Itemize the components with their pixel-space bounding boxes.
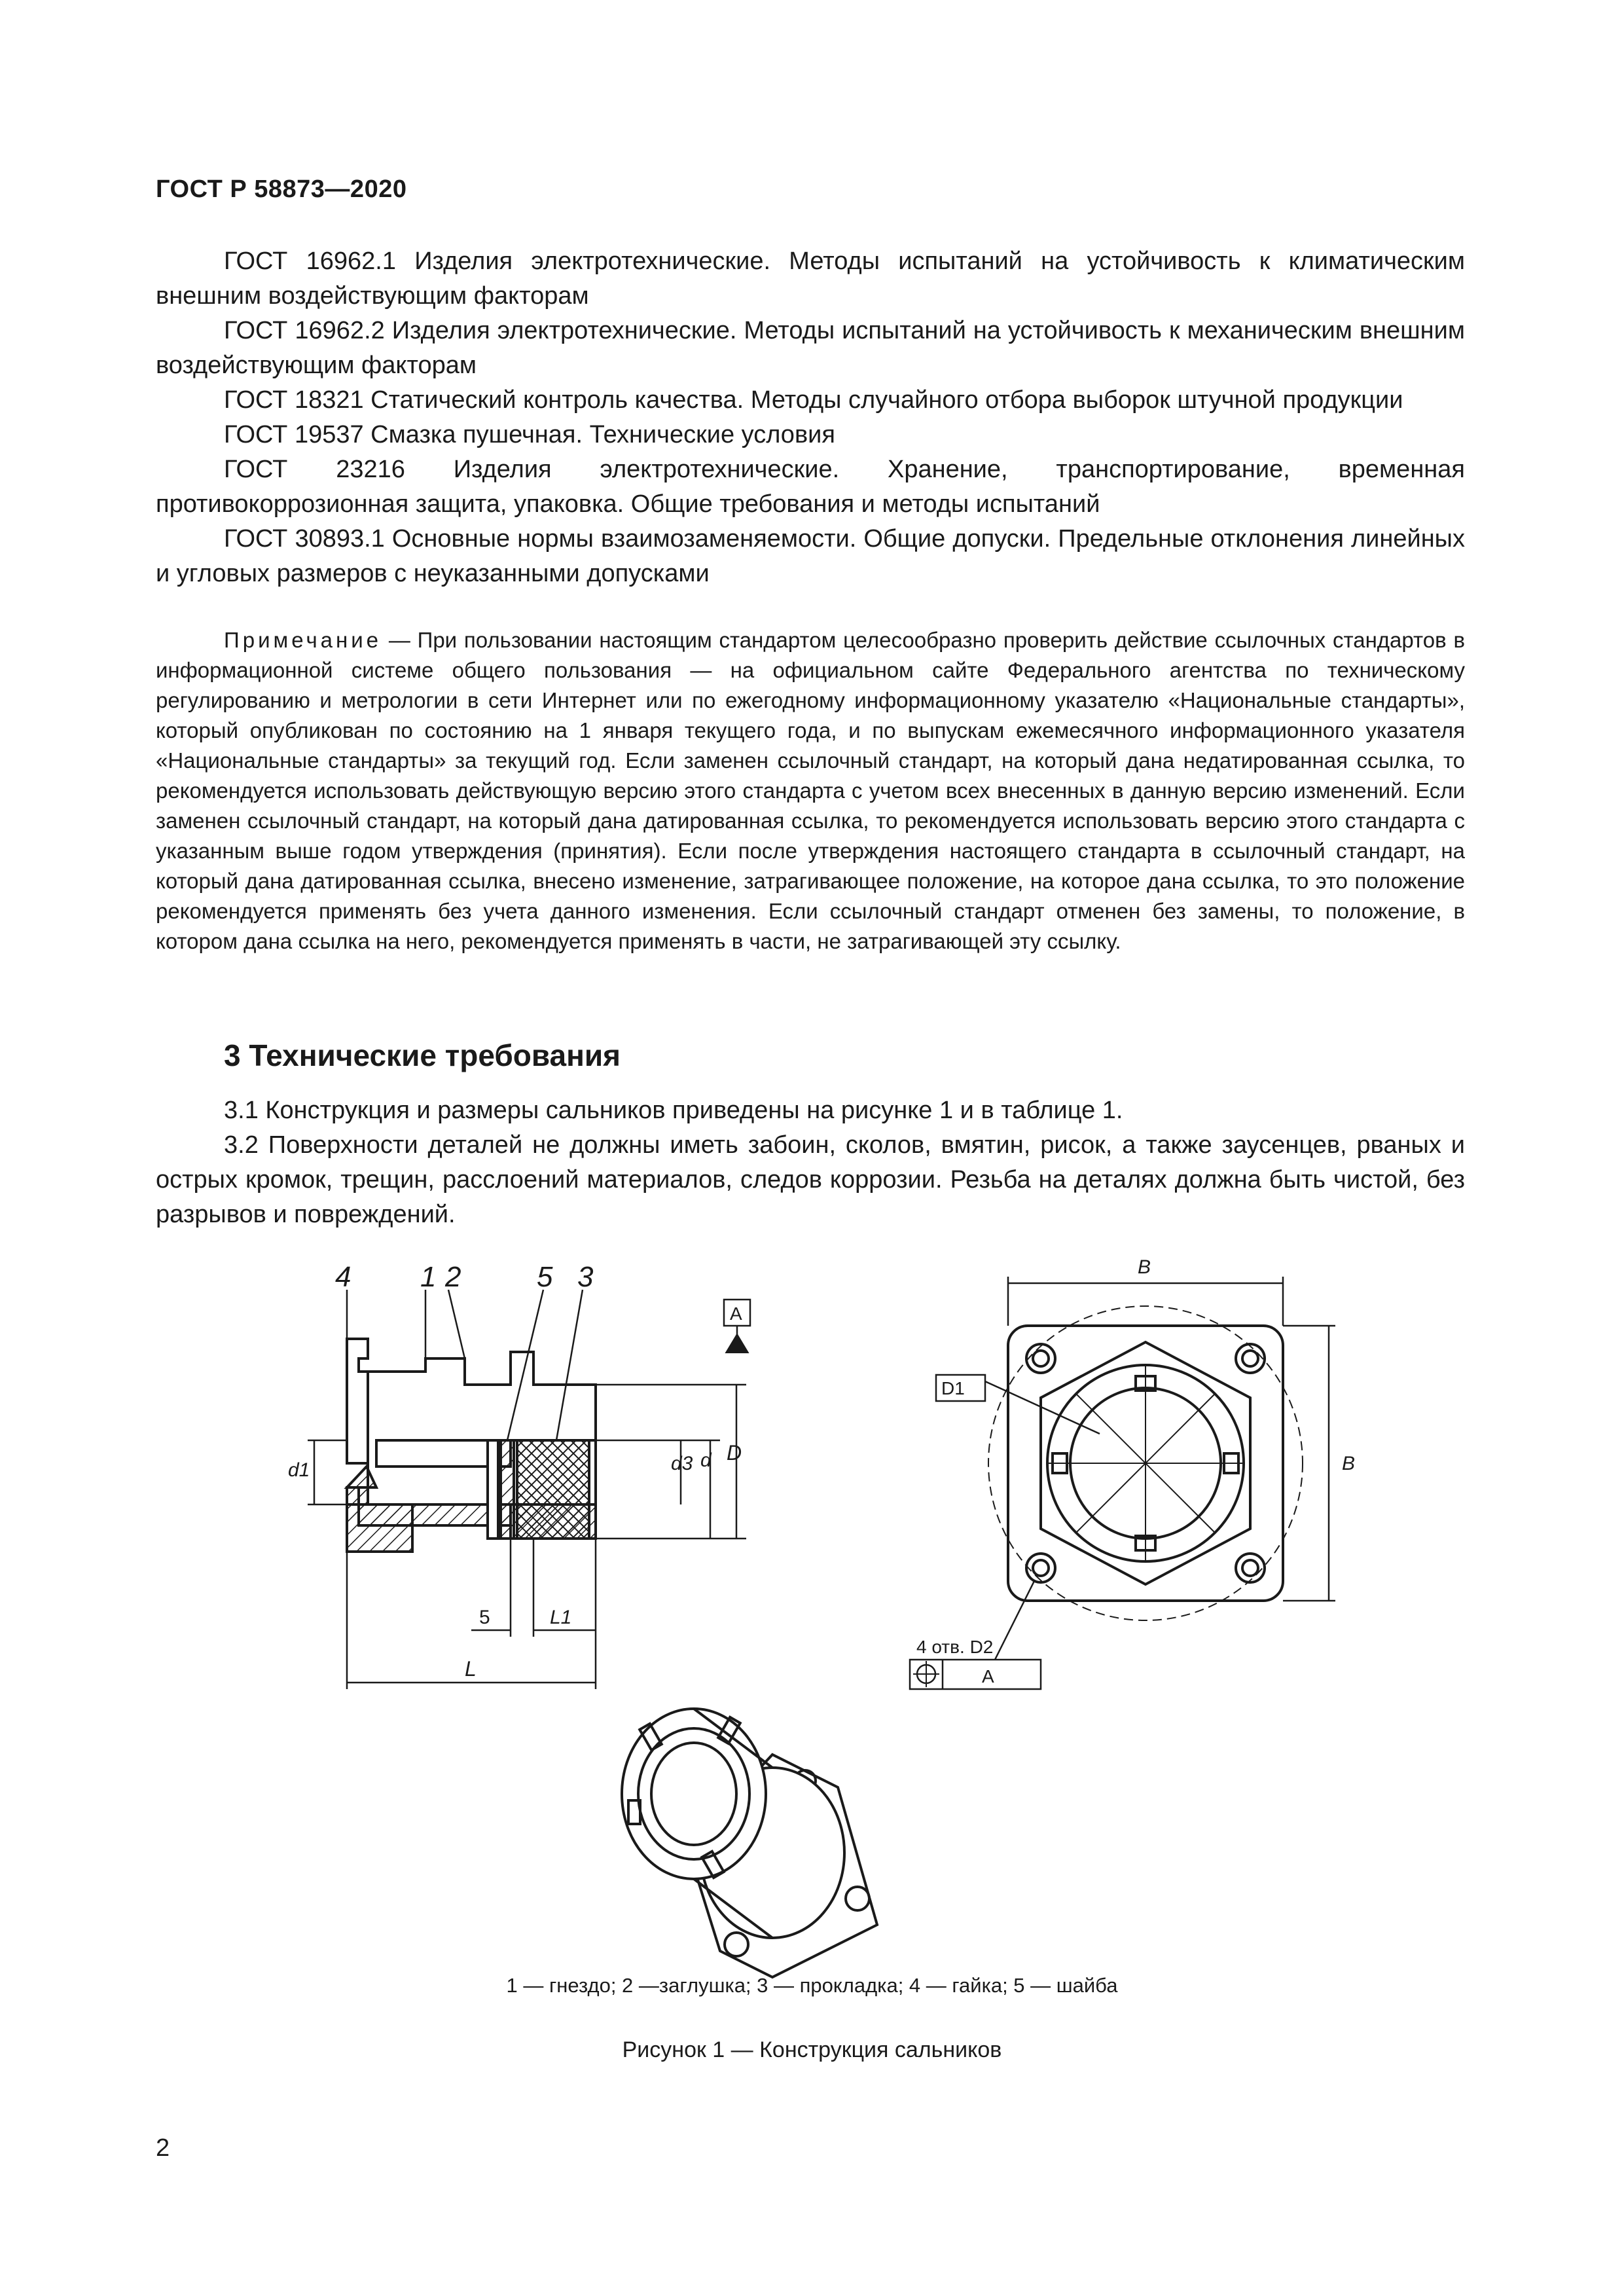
B-side-label: B [1342, 1453, 1356, 1474]
datum-a-label: A [730, 1303, 742, 1324]
tolerance-datum-label: A [982, 1666, 994, 1686]
callout-3: 3 [577, 1261, 594, 1293]
figure-1-drawing [249, 1244, 1362, 2003]
d1-label: d1 [288, 1459, 310, 1481]
paragraph-3-2: 3.2 Поверхности деталей не должны иметь забоин, сколов, вмятин, рисок, а также заусенцев, рваных и острых кромок, трещин, расслоений материалов, следов коррозии. Резьба на деталях должна быть чистой, без разрывов и повреждений. [156, 1131, 1465, 1228]
L-label: L [465, 1657, 477, 1681]
L1-label: L1 [550, 1607, 572, 1628]
reference-item: ГОСТ 16962.1 Изделия электротехнические. Методы испытаний на устойчивость к климатическим внешним воздействующим факторам [156, 247, 1465, 310]
holes-label: 4 отв. D2 [916, 1637, 994, 1657]
d3-label: d3 [671, 1453, 693, 1474]
B-top-label: B [1138, 1256, 1151, 1278]
callout-5: 5 [537, 1261, 553, 1293]
note-block [156, 625, 1465, 957]
d-label: d [700, 1449, 712, 1471]
page-number: 2 [156, 2134, 170, 2162]
reference-item: ГОСТ 16962.2 Изделия электротехнические. Методы испытаний на устойчивость к механическим внешним воздействующим факторам [156, 317, 1465, 379]
callout-4: 4 [335, 1261, 352, 1293]
D-label: D [727, 1441, 742, 1465]
reference-item: ГОСТ 23216 Изделия электротехнические. Хранение, транспортирование, временная противокоррозионная защита, упаковка. Общие требования и методы испытаний [156, 456, 1465, 518]
normative-references [156, 244, 1465, 591]
callout-2: 2 [445, 1261, 461, 1293]
document-header: ГОСТ Р 58873—2020 [156, 175, 407, 203]
reference-item: ГОСТ 30893.1 Основные нормы взаимозаменяемости. Общие допуски. Предельные отклонения линейных и угловых размеров с неуказанными допусками [156, 525, 1465, 587]
figure-legend: 1 — гнездо; 2 —заглушка; 3 — прокладка; 4 — гайка; 5 — шайба [506, 1974, 1118, 1997]
note-paragraph [156, 625, 1465, 957]
plan-view [910, 1277, 1335, 1689]
D1-label: D1 [941, 1378, 965, 1398]
section-view [308, 1290, 750, 1689]
reference-item: ГОСТ 18321 Статический контроль качества. Методы случайного отбора выборок штучной продукции [224, 386, 1403, 414]
figure-caption: Рисунок 1 — Конструкция сальников [622, 2037, 1002, 2062]
isometric-view [622, 1709, 877, 1977]
note-label: Примечание [224, 628, 382, 652]
dim-5-label: 5 [479, 1607, 490, 1628]
callout-1: 1 [420, 1261, 437, 1293]
section-title: 3 Технические требования [224, 1038, 621, 1072]
reference-item: ГОСТ 19537 Смазка пушечная. Технические условия [224, 421, 835, 448]
note-text: — При пользовании настоящим стандартом целесообразно проверить действие ссылочных стандартов в информационной системе общего пользования — на официальном сайте Федерального агентства по техническому регулированию и метрологии в сети Интернет или по ежегодному информационному указателю «Национальные стандарты», который опубликован по состоянию на 1 января текущего года, и по выпускам ежемесячного информационного указателя «Национальные стандарты» за текущий год. Если заменен ссылочный стандарт, на который дана недатированная ссылка, то рекомендуется использовать действующую версию этого стандарта с учетом всех внесенных в данную версию изменений. Если заменен ссылочный стандарт, на который дана датированная ссылка, то рекомендуется использовать версию этого стандарта с указанным выше годом утверждения (принятия). Если после утверждения настоящего стандарта в ссылочный стандарт, на который дана датированная ссылка, внесено изменение, затрагивающее положение, на которое дана ссылка, то это положение рекомендуется применять без учета данного изменения. Если ссылочный стандарт отменен без замены, то положение, в котором дана ссылка на него, рекомендуется применять в части, не затрагивающей эту ссылку. [156, 628, 1465, 953]
paragraph-3-1: 3.1 Конструкция и размеры сальников приведены на рисунке 1 и в таблице 1. [224, 1097, 1123, 1124]
section-body [156, 1093, 1465, 1232]
